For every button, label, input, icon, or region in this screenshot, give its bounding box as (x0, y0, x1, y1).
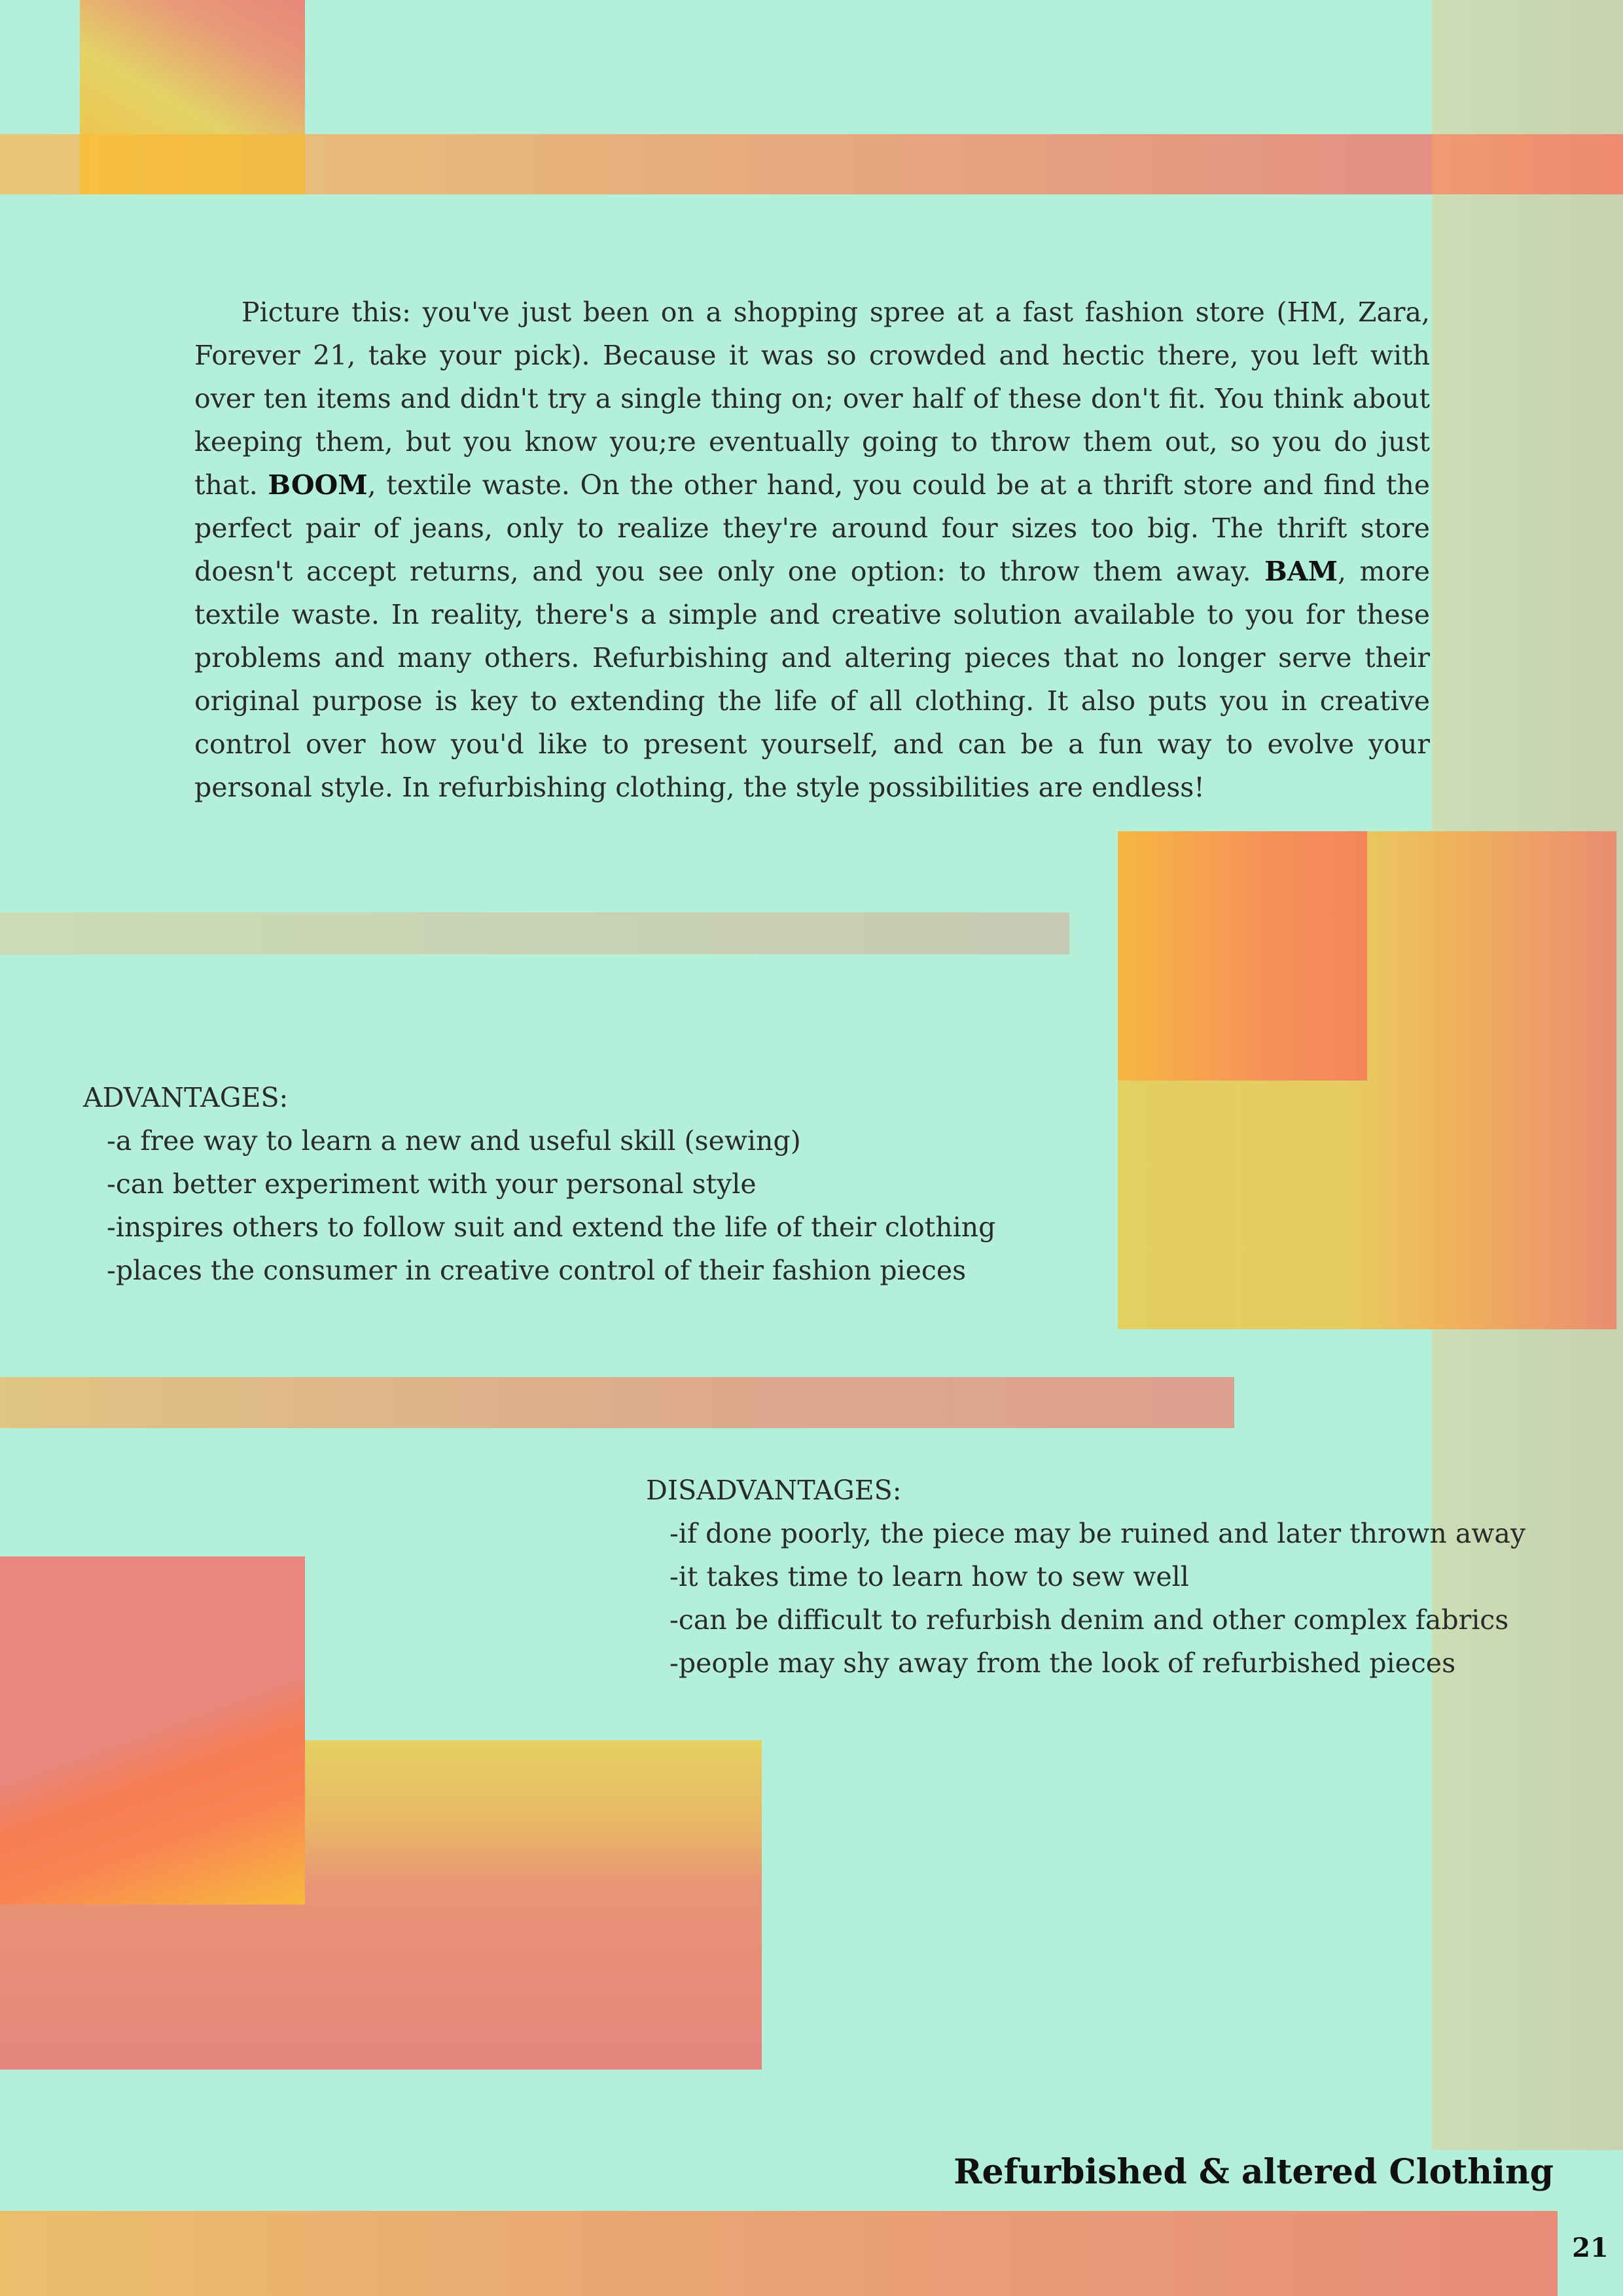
disadvantages-heading: DISADVANTAGES: (646, 1475, 902, 1506)
page-number: 21 (1572, 2233, 1609, 2263)
disadvantage-item: -if done poorly, the piece may be ruined and later thrown away (669, 1518, 1525, 1549)
bottom-gradient-bar (0, 2211, 1558, 2296)
disadvantage-item: -people may shy away from the look of refurbished pieces (669, 1647, 1456, 1679)
intro-paragraph (194, 291, 1430, 809)
disadvantages-section (646, 1469, 1525, 1685)
advantage-item: -can better experiment with your personal style (107, 1168, 757, 1200)
disadvantage-item: -it takes time to learn how to sew well (669, 1561, 1189, 1592)
right-small-gradient-square (1118, 831, 1367, 1081)
middle-divider-bar (0, 912, 1069, 954)
bottom-left-gradient-square (0, 1556, 305, 1905)
advantage-item: -places the consumer in creative control of their fashion pieces (107, 1255, 967, 1286)
advantages-heading: ADVANTAGES: (83, 1082, 289, 1113)
page-footer-title: Refurbished & altered Clothing (954, 2152, 1554, 2192)
top-bar-right-overlap (1432, 134, 1623, 194)
advantage-item: -inspires others to follow suit and extend the life of their clothing (107, 1211, 996, 1243)
intro-text-3: , more textile waste. In reality, there's a simple and creative solution available to you for these problems and many others. Refurbishing and altering pieces that no longer serve their original purpose is key to extending the life of all clothing. It also puts you in creative control over how you'd like to present yourself, and can be a fun way to evolve your personal style. In refurbishing clothing, the style possibilities are endless! (194, 556, 1430, 803)
intro-bold-boom: BOOM (268, 469, 368, 501)
intro-text-2: , textile waste. On the other hand, you could be at a thrift store and find the perfect pair of jeans, only to realize they're around four sizes too big. The thrift store doesn't accept returns, and you see only one option: to throw them away. (194, 469, 1430, 587)
disadvantage-item: -can be difficult to refurbish denim and other complex fabrics (669, 1604, 1509, 1636)
advantages-section (83, 1076, 995, 1292)
top-left-square-overlap (80, 134, 305, 194)
intro-text-1: Picture this: you've just been on a shopping spree at a fast fashion store (HM, Zara, Forever 21, take your pick). Because it was so crowded and hectic there, you left with over ten items and didn't try a single thing on; over half of these don't fit. You think about keeping them, but you know you;re eventually going to throw them out, so you do just that. (194, 296, 1430, 501)
advantage-item: -a free way to learn a new and useful skill (sewing) (107, 1125, 801, 1157)
lower-divider-bar (0, 1377, 1234, 1428)
intro-bold-bam: BAM (1264, 556, 1338, 587)
